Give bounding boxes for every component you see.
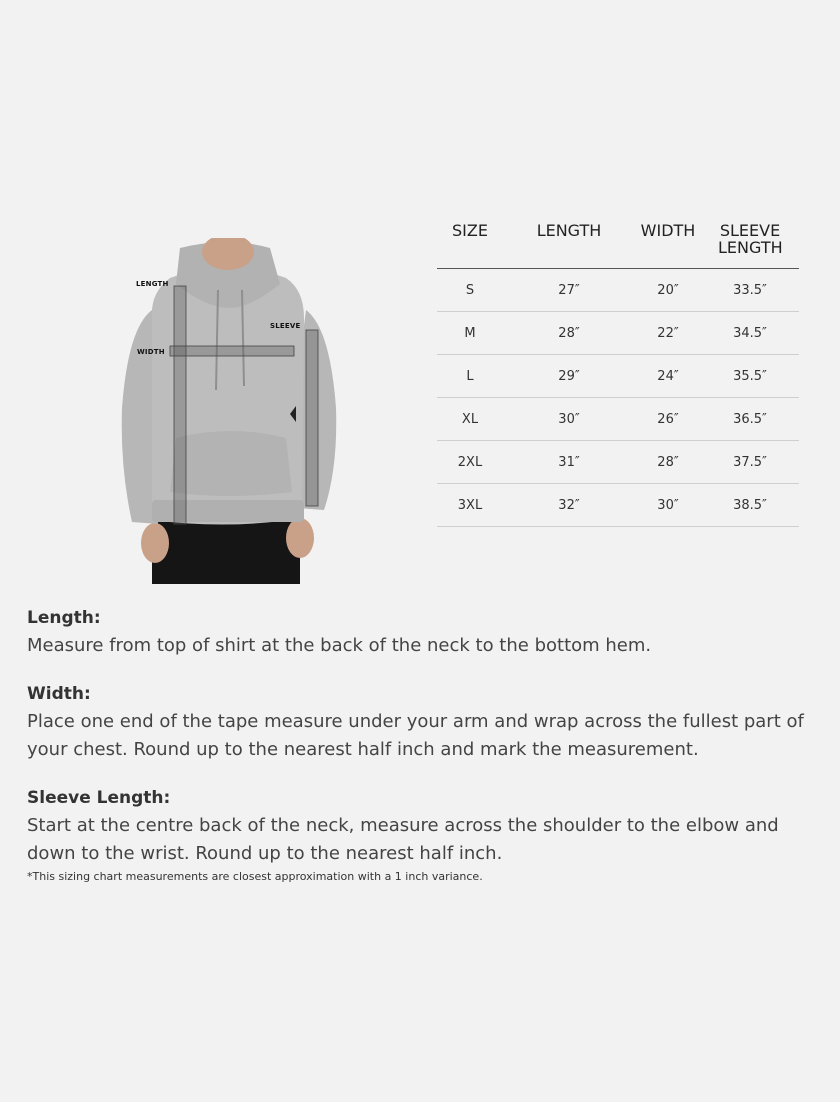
- cell-size: L: [437, 355, 503, 398]
- header-length: LENGTH: [503, 222, 635, 269]
- width-guide-label: WIDTH: [137, 348, 165, 356]
- cell-length: 31″: [503, 441, 635, 484]
- cell-length: 32″: [503, 484, 635, 527]
- length-instruction-title: Length:: [27, 608, 101, 628]
- sleeve-guide-label: SLEEVE: [270, 322, 301, 330]
- cell-width: 28″: [635, 441, 701, 484]
- cell-sleeve-length: 34.5″: [701, 312, 799, 355]
- cell-sleeve-length: 35.5″: [701, 355, 799, 398]
- header-sleeve-length: SLEEVE LENGTH: [701, 222, 799, 269]
- variance-note: *This sizing chart measurements are closest approximation with a 1 inch variance.: [27, 870, 483, 883]
- cell-length: 30″: [503, 398, 635, 441]
- cell-length: 27″: [503, 269, 635, 312]
- cell-sleeve-length: 37.5″: [701, 441, 799, 484]
- cell-length: 29″: [503, 355, 635, 398]
- header-width: WIDTH: [635, 222, 701, 269]
- sleeve-instruction-text: Start at the centre back of the neck, measure across the shoulder to the elbow and down to the wrist. Round up to the nearest half inch.: [27, 815, 779, 864]
- sleeve-instruction-title: Sleeve Length:: [27, 788, 171, 808]
- length-guide-label: LENGTH: [136, 280, 169, 288]
- size-chart-table: [437, 222, 799, 527]
- length-instruction: [27, 606, 817, 660]
- cell-sleeve-length: 38.5″: [701, 484, 799, 527]
- table-row: [437, 312, 799, 355]
- width-instruction: [27, 682, 817, 764]
- cell-sleeve-length: 36.5″: [701, 398, 799, 441]
- length-instruction-text: Measure from top of shirt at the back of the neck to the bottom hem.: [27, 635, 652, 656]
- table-row: [437, 355, 799, 398]
- cell-size: 2XL: [437, 441, 503, 484]
- width-instruction-text: Place one end of the tape measure under your arm and wrap across the fullest part of your chest. Round up to the nearest half inch and mark the measurement.: [27, 711, 804, 760]
- table-row: [437, 484, 799, 527]
- cell-size: XL: [437, 398, 503, 441]
- header-size: SIZE: [437, 222, 503, 269]
- table-row: [437, 269, 799, 312]
- table-row: [437, 441, 799, 484]
- hoodie-illustration: [110, 238, 350, 584]
- table-header-row: [437, 222, 799, 269]
- cell-size: M: [437, 312, 503, 355]
- cell-width: 26″: [635, 398, 701, 441]
- cell-width: 24″: [635, 355, 701, 398]
- cell-size: 3XL: [437, 484, 503, 527]
- cell-width: 30″: [635, 484, 701, 527]
- cell-sleeve-length: 33.5″: [701, 269, 799, 312]
- measurement-instructions: [27, 606, 817, 884]
- cell-width: 20″: [635, 269, 701, 312]
- sleeve-instruction: [27, 786, 817, 868]
- cell-size: S: [437, 269, 503, 312]
- width-instruction-title: Width:: [27, 684, 91, 704]
- hoodie-measurement-figure: [110, 238, 350, 584]
- table-row: [437, 398, 799, 441]
- cell-width: 22″: [635, 312, 701, 355]
- cell-length: 28″: [503, 312, 635, 355]
